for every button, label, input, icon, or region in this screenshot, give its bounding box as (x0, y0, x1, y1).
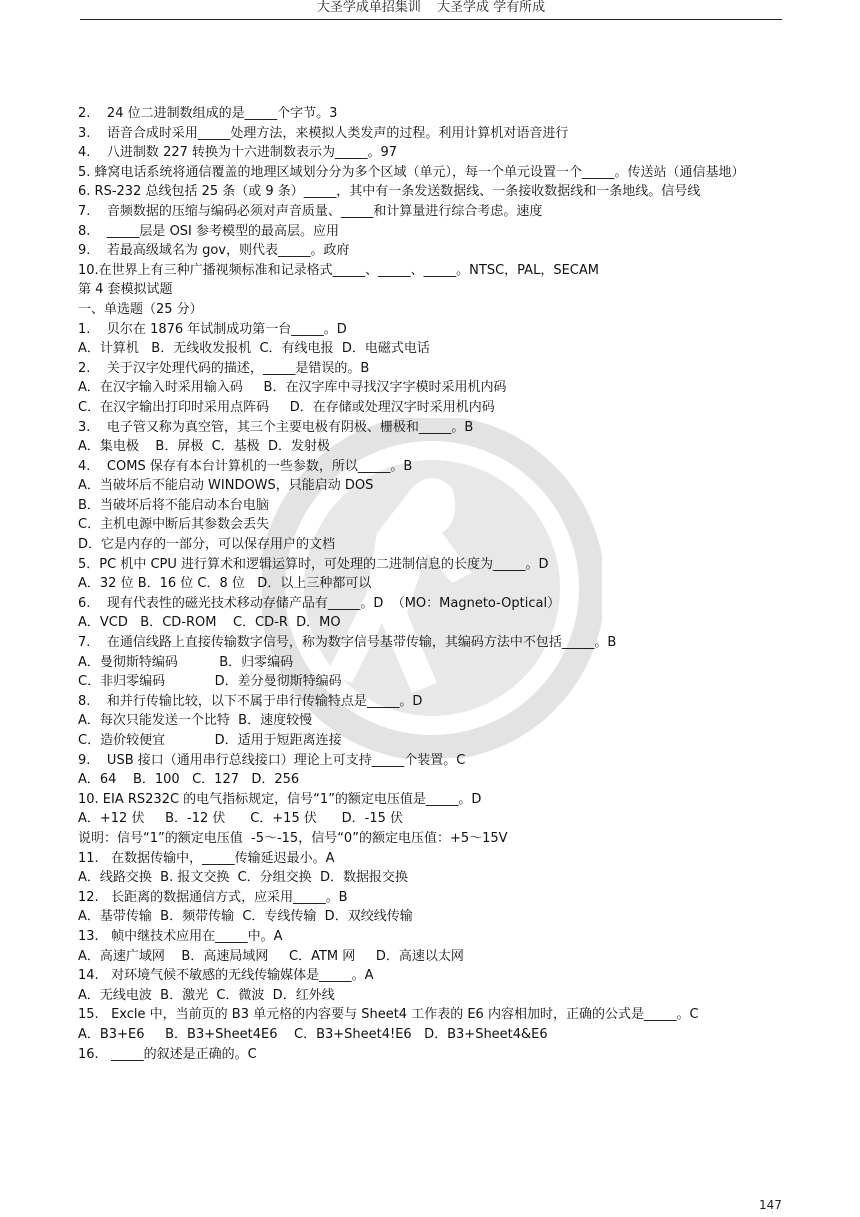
page-header (80, 0, 782, 20)
note-line: 说明：信号“1”的额定电压值 -5～-15，信号“0”的额定电压值：+5～15V (78, 830, 508, 846)
question-line: 5．PC 机中 CPU 进行算术和逻辑运算时，可处理的二进制信息的长度为_____。D (78, 556, 549, 572)
question-line: 14. 对环境气候不敏感的无线传输媒体是_____。A (78, 968, 374, 984)
question-line: 7. 音频数据的压缩与编码必须对声音质量、_____和计算量进行综合考虑。速度 (78, 203, 543, 219)
question-line: 15. Excle 中，当前页的 B3 单元格的内容要与 Sheet4 工作表的 E6 内容相加时，正确的公式是_____。C (78, 1007, 699, 1023)
question-line: 13. 帧中继技术应用在_____中。A (78, 928, 283, 944)
option-line: C．造价较便宜 D．适用于短距离连接 (78, 733, 342, 748)
option-line: C．主机电源中断后其参数会丢失 (78, 517, 270, 533)
question-line: 8. _____层是 OSI 参考模型的最高层。应用 (78, 223, 340, 239)
option-line: A．当破坏后不能启动 WINDOWS，只能启动 DOS (78, 478, 374, 494)
option-line: A．VCD B．CD-ROM C．CD-R D．MO (78, 615, 341, 631)
question-line: 16. _____的叙述是正确的。C (78, 1046, 257, 1062)
header-right-text: 大圣学成 学有所成 (437, 0, 546, 15)
option-line: A．在汉字输入时采用输入码 B．在汉字库中寻找汉字字模时采用机内码 (78, 380, 507, 396)
option-line: A．基带传输 B．频带传输 C．专线传输 D．双绞线传输 (78, 909, 413, 925)
option-line: A．高速广域网 B．高速局域网 C．ATM 网 D．高速以太网 (78, 948, 464, 964)
option-line: A．32 位 B．16 位 C．8 位 D．以上三种都可以 (78, 576, 372, 592)
question-line: 11. 在数据传输中，_____传输延迟最小。A (78, 850, 335, 866)
question-line: 5. 蜂窝电话系统将通信覆盖的地理区域划分分为多个区域（单元），每一个单元设置一个_____。传送站（通信基地） (78, 164, 745, 180)
option-line: A．每次只能发送一个比特 B．速度较慢 (78, 713, 313, 729)
question-line: 3. 语音合成时采用_____处理方法，来模拟人类发声的过程。利用计算机对语音进行 (78, 125, 569, 141)
option-line: A．计算机 B．无线收发报机 C．有线电报 D．电磁式电话 (78, 341, 430, 357)
option-line: A．曼彻斯特编码 B．归零编码 (78, 654, 294, 670)
question-line: 3. 电子管又称为真空管，其三个主要电极有阴极、栅极和_____。B (78, 419, 474, 435)
section-subtitle: 一、单选题（25 分） (78, 301, 203, 317)
question-line: 12. 长距离的数据通信方式，应采用_____。B (78, 889, 348, 905)
option-line: A．B3+E6 B．B3+Sheet4E6 C．B3+Sheet4!E6 D．B3+Sheet4&E6 (78, 1026, 548, 1042)
document-body (78, 104, 778, 1064)
question-line: 4. COMS 保存有本台计算机的一些参数，所以_____。B (78, 458, 413, 474)
option-line: A．线路交换 B. 报文交换 C．分组交换 D．数据报交换 (78, 870, 408, 886)
question-line: 9. 若最高级域名为 gov，则代表_____。政府 (78, 243, 350, 259)
option-line: A．+12 伏 B．-12 伏 C．+15 伏 D．-15 伏 (78, 811, 404, 827)
question-line: 2. 24 位二进制数组成的是_____个字节。3 (78, 106, 338, 121)
question-line: 2. 关于汉字处理代码的描述，_____是错误的。B (78, 360, 370, 376)
question-line: 8. 和并行传输比较，以下不属于串行传输特点是_____。D (78, 693, 423, 709)
question-line: 6. RS-232 总线包括 25 条（或 9 条）_____，其中有一条发送数据线、一条接收数据线和一条地线。信号线 (78, 184, 701, 200)
option-line: B．当破坏后将不能启动本台电脑 (78, 497, 269, 513)
question-line: 10. EIA RS232C 的电气指标规定，信号“1”的额定电压值是_____。D (78, 791, 482, 807)
option-line: C．非归零编码 D．差分曼彻斯特编码 (78, 674, 342, 690)
option-line: A．集电极 B．屏极 C．基极 D．发射极 (78, 439, 330, 455)
question-line: 9. USB 接口（通用串行总线接口）理论上可支持_____个装置。C (78, 752, 466, 768)
question-line: 10.在世界上有三种广播视频标准和记录格式_____、_____、_____。NTSC，PAL，SECAM (78, 262, 599, 278)
question-line: 7. 在通信线路上直接传输数字信号，称为数字信号基带传输，其编码方法中不包括_____。B (78, 635, 617, 651)
option-line: A．64 B．100 C．127 D．256 (78, 772, 300, 788)
page-number: 147 (759, 1198, 782, 1212)
option-line: C．在汉字输出打印时采用点阵码 D．在存储或处理汉字时采用机内码 (78, 399, 495, 415)
option-line: D．它是内存的一部分，可以保存用户的文档 (78, 537, 336, 553)
question-line: 6. 现有代表性的磁光技术移动存储产品有_____。D （MO：Magneto-Optical） (78, 595, 561, 611)
question-line: 4. 八进制数 227 转换为十六进制数表示为_____。97 (78, 145, 398, 161)
question-line: 1. 贝尔在 1876 年试制成功第一台_____。D (78, 321, 347, 337)
header-left-text: 大圣学成单招集训 (316, 0, 421, 15)
section-title: 第 4 套模拟试题 (78, 282, 173, 298)
option-line: A．无线电波 B．激光 C．微波 D．红外线 (78, 987, 335, 1003)
